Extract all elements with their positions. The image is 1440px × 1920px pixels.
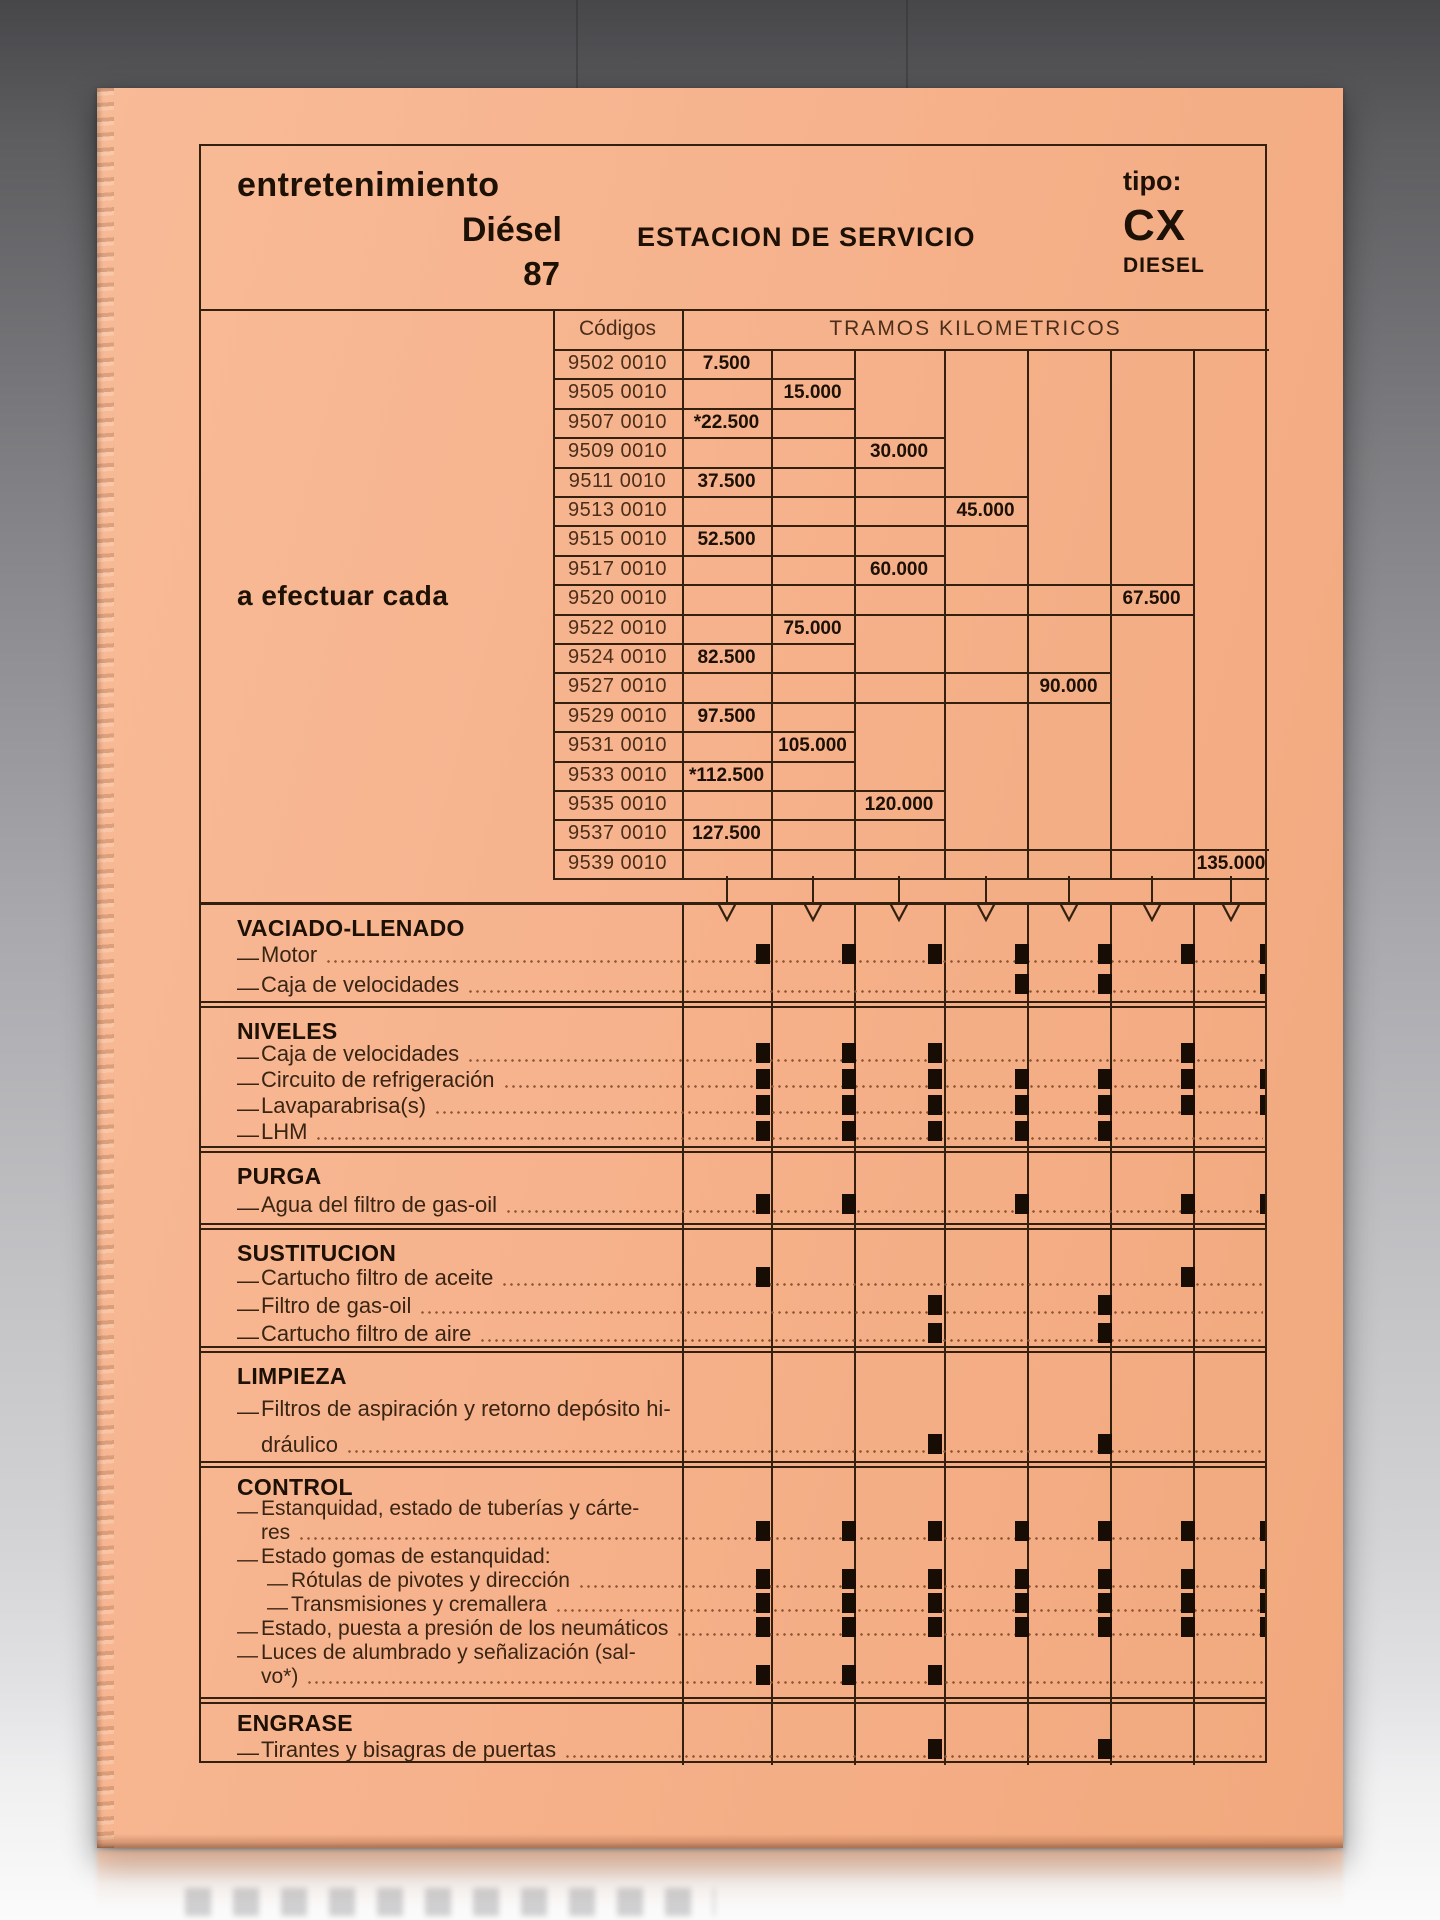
mark-square — [1015, 1569, 1029, 1589]
item-text: dráulico — [261, 1432, 339, 1457]
section-title: LIMPIEZA — [237, 1363, 347, 1389]
km-value-cell: 135.000 — [1196, 852, 1266, 874]
checklist-section — [201, 1704, 1265, 1768]
item-text: res — [261, 1521, 291, 1544]
item-text: Transmisiones y cremallera — [291, 1593, 547, 1616]
title-estacion-de-servicio: ESTACION DE SERVICIO — [637, 222, 976, 252]
mark-square — [1098, 1323, 1112, 1343]
dotted-leader — [315, 1136, 1263, 1141]
card-reflection-text — [185, 1888, 715, 1916]
item-dash: — — [237, 1070, 259, 1095]
km-value-cell: 52.500 — [697, 529, 756, 551]
item-text: Lavaparabrisa(s) — [261, 1093, 427, 1118]
mark-square — [928, 1569, 942, 1589]
checklist-section — [201, 1008, 1265, 1146]
mark-square — [928, 1069, 942, 1089]
checklist-item-line — [237, 1425, 1265, 1461]
mark-square — [842, 1569, 856, 1589]
mark-square — [842, 1194, 856, 1214]
mark-square — [1098, 1069, 1112, 1089]
section-divider — [201, 1001, 1265, 1008]
mark-square — [1098, 1593, 1112, 1613]
section-divider — [201, 1461, 1265, 1468]
section-title: VACIADO-LLENADO — [237, 915, 465, 941]
mark-square — [1181, 1617, 1195, 1637]
backdrop-seam — [576, 0, 578, 90]
item-text: Filtro de gas-oil — [261, 1293, 412, 1318]
section-title: SUSTITUCION — [237, 1240, 397, 1266]
dotted-leader — [505, 1209, 1263, 1214]
km-value-cell: 67.500 — [1122, 588, 1181, 610]
item-text: LHM — [261, 1119, 308, 1144]
item-dash: — — [237, 945, 259, 970]
item-text: Motor — [261, 942, 318, 967]
checklist-item-line — [237, 1294, 1265, 1322]
title-entretenimiento: entretenimiento — [237, 166, 500, 204]
item-dash: — — [237, 1620, 258, 1643]
dotted-leader — [306, 1680, 1263, 1685]
km-value-cell: 82.500 — [697, 647, 756, 668]
mark-square — [928, 1043, 942, 1063]
mark-square — [1260, 1095, 1265, 1115]
item-dash: — — [237, 1740, 259, 1765]
dotted-leader — [501, 1282, 1263, 1287]
section-title: PURGA — [237, 1163, 322, 1189]
section-divider — [201, 1346, 1265, 1353]
item-dash: — — [267, 1596, 288, 1619]
code-cell: 9522 0010 — [567, 616, 668, 639]
mark-square — [842, 944, 856, 964]
item-text: Circuito de refrigeración — [261, 1067, 495, 1092]
mark-square — [756, 1569, 770, 1589]
checklist-item-line — [237, 941, 1265, 971]
checklist-section — [201, 1230, 1265, 1346]
card-torn-edge — [97, 88, 114, 1848]
mark-square — [1181, 1521, 1195, 1541]
code-cell: 9517 0010 — [567, 557, 668, 580]
dotted-leader — [479, 1338, 1263, 1343]
mark-square — [1015, 1194, 1029, 1214]
item-dash: — — [237, 1399, 259, 1424]
item-text: Estanquidad, estado de tuberías y cárte- — [261, 1497, 640, 1520]
mark-square — [1015, 1593, 1029, 1613]
title-diesel: Diésel — [461, 211, 562, 249]
mark-square — [928, 1095, 942, 1115]
code-cell: 9520 0010 — [567, 587, 668, 610]
item-dash: — — [237, 1268, 259, 1293]
item-dash: — — [237, 1195, 259, 1220]
mark-square — [1181, 1267, 1195, 1287]
mark-square — [928, 1434, 942, 1454]
item-text: Agua del filtro de gas-oil — [261, 1192, 498, 1217]
km-value-cell: 120.000 — [864, 794, 934, 815]
item-text: Cartucho filtro de aire — [261, 1321, 472, 1346]
item-dash: — — [237, 1324, 259, 1346]
mark-square — [756, 1194, 770, 1214]
item-dash: — — [237, 1122, 259, 1146]
km-value-cell: 90.000 — [1039, 676, 1098, 698]
mark-square — [928, 1739, 942, 1759]
down-arrow-icon — [886, 876, 912, 922]
checklist-item-line — [237, 1641, 1265, 1668]
down-arrow-icon — [973, 876, 999, 922]
mark-square — [1181, 1095, 1195, 1115]
checklist-section — [201, 1353, 1265, 1461]
mark-square — [842, 1095, 856, 1115]
mark-square — [1260, 1521, 1265, 1541]
km-value-cell: 37.500 — [697, 470, 756, 492]
item-text: vo*) — [261, 1665, 299, 1688]
km-value-cell: 127.500 — [692, 823, 761, 845]
down-arrow-icon — [800, 876, 826, 922]
code-cell: 9539 0010 — [567, 851, 668, 874]
down-arrow-icon — [714, 876, 740, 922]
checklist-item-line — [237, 971, 1265, 1001]
item-text: Luces de alumbrado y señalización (sal- — [261, 1641, 636, 1664]
mark-square — [756, 1665, 770, 1685]
code-cell: 9511 0010 — [568, 469, 667, 492]
mark-square — [1098, 1739, 1112, 1759]
mark-square — [1098, 944, 1112, 964]
mark-square — [756, 1617, 770, 1637]
checklist-section — [201, 1153, 1265, 1223]
km-value-cell: *22.500 — [693, 411, 760, 433]
card-frame — [199, 144, 1267, 1763]
mark-square — [1098, 1521, 1112, 1541]
km-value-cell: 30.000 — [869, 441, 929, 463]
mark-square — [1260, 1617, 1265, 1637]
mark-square — [1098, 1434, 1112, 1454]
code-cell: 9509 0010 — [567, 440, 668, 463]
km-value-cell: 75.000 — [783, 617, 842, 639]
backdrop-seam — [906, 0, 908, 90]
code-cell: 9531 0010 — [567, 734, 668, 757]
mark-square — [1260, 974, 1265, 994]
mark-square — [1015, 1521, 1029, 1541]
down-arrow-icon — [1139, 876, 1165, 922]
item-text: Estado gomas de estanquidad: — [261, 1545, 551, 1568]
mark-square — [842, 1617, 856, 1637]
mark-square — [1260, 944, 1265, 964]
code-cell: 9505 0010 — [567, 381, 668, 404]
item-dash: — — [237, 1044, 259, 1069]
mark-square — [1015, 974, 1029, 994]
mark-square — [1015, 1095, 1029, 1115]
mark-square — [1015, 1617, 1029, 1637]
checklist-item-line — [237, 1119, 1265, 1146]
code-cell: 9527 0010 — [567, 675, 668, 698]
mark-square — [1260, 1069, 1265, 1089]
item-dash: — — [237, 1500, 258, 1523]
mark-square — [928, 1121, 942, 1141]
mark-square — [928, 1593, 942, 1613]
dotted-leader — [503, 1084, 1263, 1089]
mark-square — [1181, 1194, 1195, 1214]
km-value-cell: 45.000 — [956, 500, 1015, 521]
code-cell: 9502 0010 — [567, 352, 668, 374]
dotted-leader — [467, 1058, 1263, 1063]
section-title: CONTROL — [237, 1474, 353, 1500]
model-diesel: DIESEL — [1123, 254, 1205, 277]
mark-square — [928, 1665, 942, 1685]
item-dash: — — [237, 1296, 259, 1321]
mark-square — [928, 944, 942, 964]
mark-square — [756, 1593, 770, 1613]
checklist-item-line — [237, 1322, 1265, 1346]
mark-square — [842, 1069, 856, 1089]
code-cell: 9537 0010 — [567, 822, 668, 845]
mark-square — [842, 1593, 856, 1613]
section-title: NIVELES — [237, 1018, 338, 1044]
mark-square — [928, 1617, 942, 1637]
item-text: Cartucho filtro de aceite — [261, 1265, 494, 1290]
down-arrow-icon — [1218, 876, 1244, 922]
item-dash: — — [237, 1096, 259, 1121]
service-card — [97, 88, 1343, 1848]
checklist-item-line — [237, 1266, 1265, 1294]
title-87: 87 — [523, 255, 560, 292]
checklist-item-line — [237, 1736, 1265, 1766]
item-text: Rótulas de pivotes y dirección — [291, 1569, 570, 1592]
mark-square — [1098, 1295, 1112, 1315]
mark-square — [1098, 974, 1112, 994]
mark-square — [1181, 1593, 1195, 1613]
mark-square — [1015, 1121, 1029, 1141]
dotted-leader — [555, 1608, 1263, 1613]
mark-square — [1015, 944, 1029, 964]
mark-square — [756, 1121, 770, 1141]
side-label: a efectuar cada — [237, 580, 449, 611]
mark-square — [842, 1665, 856, 1685]
mark-square — [1098, 1121, 1112, 1141]
item-text: Filtros de aspiración y retorno depósito hi- — [261, 1396, 671, 1421]
mark-square — [1260, 1593, 1265, 1613]
mark-square — [1181, 1043, 1195, 1063]
mark-square — [928, 1323, 942, 1343]
code-cell: 9533 0010 — [567, 763, 668, 786]
mark-square — [756, 1095, 770, 1115]
item-dash: — — [237, 1548, 258, 1571]
mark-square — [842, 1521, 856, 1541]
code-cell: 9535 0010 — [567, 793, 668, 815]
item-dash: — — [237, 1644, 258, 1667]
checklist-item-line — [237, 1665, 1265, 1692]
section-title: ENGRASE — [237, 1710, 353, 1736]
mark-square — [928, 1521, 942, 1541]
mark-square — [842, 1121, 856, 1141]
code-cell: 9513 0010 — [567, 499, 668, 521]
section-divider — [201, 1697, 1265, 1704]
mark-square — [756, 1043, 770, 1063]
mark-square — [1181, 1569, 1195, 1589]
item-dash: — — [267, 1572, 288, 1595]
mark-square — [1260, 1569, 1265, 1589]
mark-square — [928, 1295, 942, 1315]
mark-square — [756, 1521, 770, 1541]
mark-square — [842, 1043, 856, 1063]
km-value-cell: 7.500 — [702, 353, 751, 374]
mark-square — [1098, 1095, 1112, 1115]
mark-square — [756, 1069, 770, 1089]
km-value-cell: 105.000 — [778, 735, 847, 757]
code-cell: 9524 0010 — [567, 646, 668, 668]
item-text: Caja de velocidades — [261, 1041, 460, 1066]
mark-square — [756, 944, 770, 964]
km-value-cell: 97.500 — [697, 705, 756, 727]
mark-square — [756, 1267, 770, 1287]
checklist-section — [201, 1468, 1265, 1697]
item-text: Estado, puesta a presión de los neumáticos — [261, 1617, 669, 1640]
item-text: Tirantes y bisagras de puertas — [261, 1737, 557, 1762]
section-divider — [201, 1146, 1265, 1153]
dotted-leader — [467, 989, 1263, 994]
km-value-cell: 60.000 — [869, 558, 929, 580]
mark-square — [1181, 1069, 1195, 1089]
codes-column-header: Códigos — [578, 317, 657, 340]
checklist-item-line — [237, 1093, 1265, 1122]
card-bottom-curl — [97, 1834, 1343, 1848]
km-value-cell: *112.500 — [688, 764, 765, 786]
item-text: Caja de velocidades — [261, 972, 460, 997]
down-arrow-icon — [1056, 876, 1082, 922]
code-cell: 9529 0010 — [567, 704, 668, 727]
maintenance-checklist — [201, 902, 1265, 1765]
mark-square — [1098, 1569, 1112, 1589]
tipo-label: tipo: — [1123, 166, 1182, 196]
mark-square — [1181, 944, 1195, 964]
code-cell: 9515 0010 — [567, 528, 668, 551]
code-cell: 9507 0010 — [567, 410, 668, 433]
checklist-item-line — [237, 1189, 1265, 1221]
section-divider — [201, 1223, 1265, 1230]
dotted-leader — [564, 1754, 1263, 1759]
dotted-leader — [325, 959, 1263, 964]
dotted-leader — [346, 1449, 1263, 1454]
item-dash: — — [237, 975, 259, 1000]
dotted-leader — [419, 1310, 1263, 1315]
dotted-leader — [298, 1536, 1263, 1541]
mark-square — [1260, 1194, 1265, 1214]
model-cx: CX — [1123, 201, 1187, 250]
km-column-header: TRAMOS KILOMETRICOS — [829, 317, 1122, 340]
dotted-leader — [578, 1584, 1263, 1589]
mark-square — [1015, 1069, 1029, 1089]
km-value-cell: 15.000 — [783, 382, 842, 404]
mark-square — [1098, 1617, 1112, 1637]
checklist-item-line — [237, 1389, 1265, 1425]
